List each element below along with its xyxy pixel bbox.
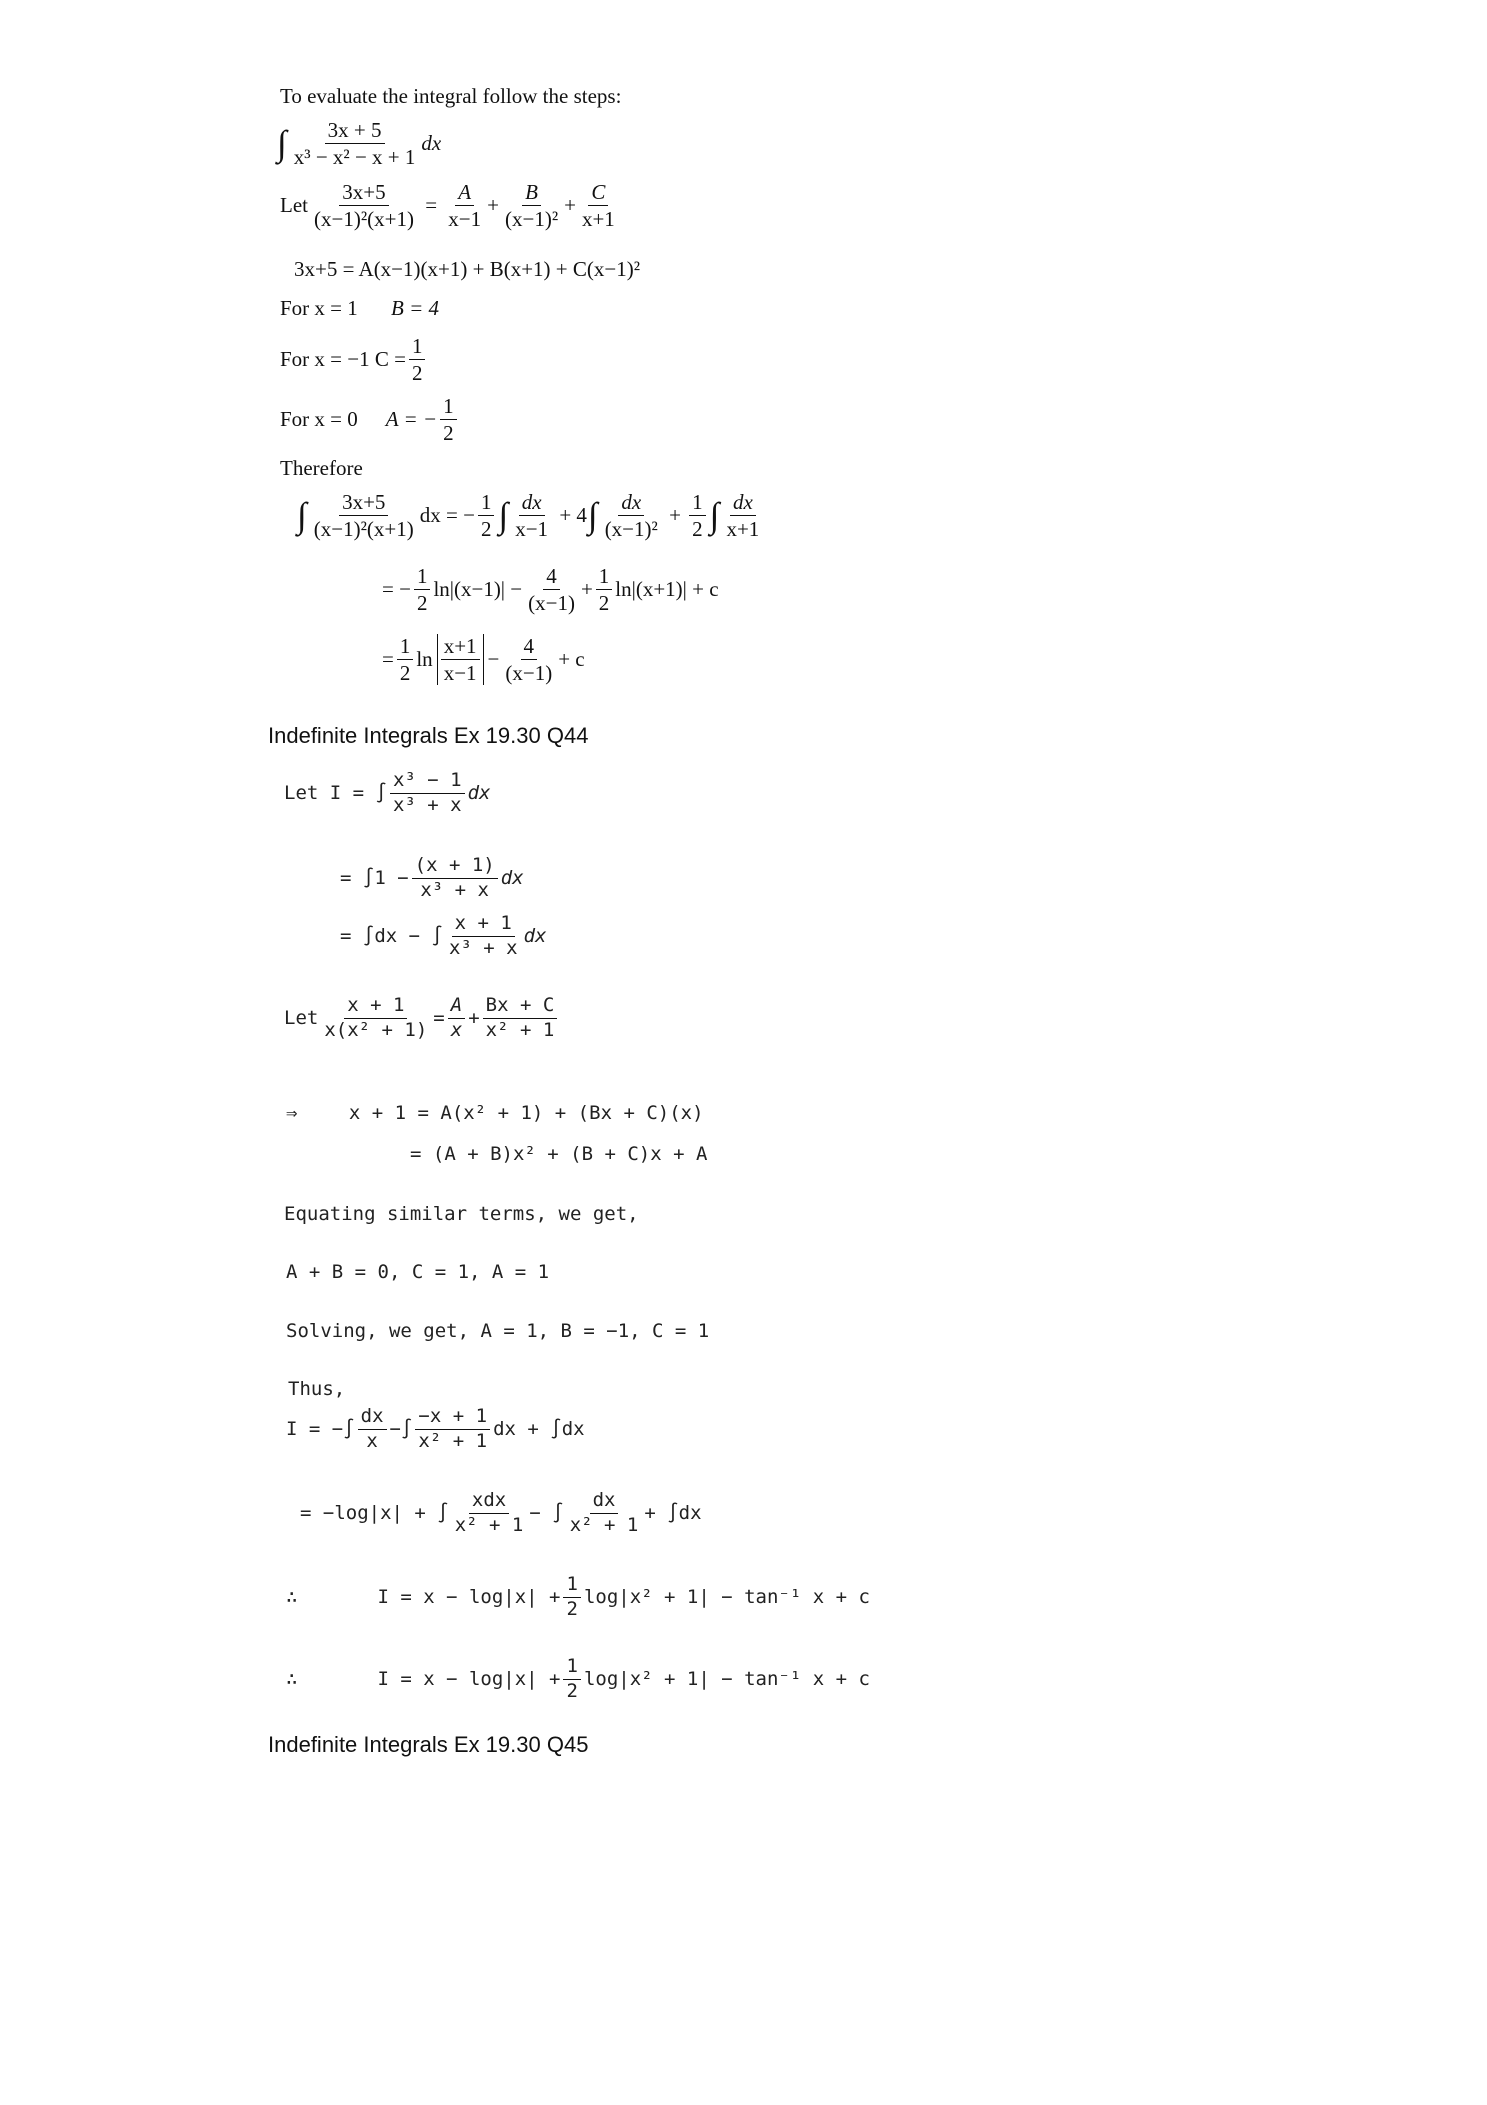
q44-eq1: ⇒ x + 1 = A(x² + 1) + (Bx + C)(x)	[286, 1102, 704, 1124]
integral-sign: ∫	[277, 122, 287, 163]
therefore-symbol: ∴	[286, 1586, 298, 1609]
q44-equating: Equating similar terms, we get,	[284, 1203, 639, 1225]
for-x-minus1-line: For x = −1 C = $\frac{1}{2}$	[280, 334, 428, 385]
intro-text	[280, 84, 621, 109]
pf-term-c: $\frac{C}{x+1}$	[581, 180, 615, 232]
c-value-fraction: $\frac{1}{2}$	[409, 334, 426, 385]
implies-symbol: ⇒	[286, 1102, 298, 1124]
integrand-numerator: 3x + 5	[325, 118, 385, 144]
for-x-1-line: For x = 1 B = 4	[280, 296, 440, 320]
q44-step2: = ∫dx − ∫ $\frac{x + 1}{\text{x³ + x}}$ dx	[340, 912, 547, 959]
therefore-label: Therefore	[280, 456, 363, 480]
for-x-0-line: For x = 0 A = − $\frac{1}{2}$	[280, 394, 460, 445]
partial-fraction-setup: Let $\frac{3x+5}{\text{(x−1)²(x+1)}}$ = $\frac{A}{x-1}$ + $\frac{B}{\text{(x−1)²}}$ + $\frac{C}{x+1}$	[280, 180, 621, 231]
therefore-symbol: ∴	[286, 1668, 298, 1691]
pf-term-b: $\frac{B}{\text{(x−1)²}}$	[504, 180, 559, 232]
q44-eqs: A + B = 0, C = 1, A = 1	[286, 1261, 550, 1283]
section-heading-q45: Indefinite Integrals Ex 19.30 Q45	[268, 1732, 589, 1757]
q44-solving: Solving, we get, A = 1, B = −1, C = 1	[286, 1320, 710, 1342]
identity-line: 3x+5 = A(x−1)(x+1) + B(x+1) + C(x−1)²	[294, 257, 641, 281]
q44-result-2: ∴ I = x − log|x| + $\frac{1}{2}$ log|x² + 1| − tan⁻¹ x + c	[286, 1655, 870, 1702]
q44-result-1: ∴ I = x − log|x| + $\frac{1}{2}$ log|x² + 1| − tan⁻¹ x + c	[286, 1573, 870, 1620]
intro-line: To evaluate the integral follow the steps:	[280, 84, 622, 108]
let-label: Let	[280, 193, 308, 218]
integrand-denominator: x³ − x² − x + 1	[293, 145, 416, 170]
integral-step3: = $\frac{1}{2}$ ln $\frac{x+1}{x-1}$ − $\frac{4}{(x-1)}$ + c	[382, 634, 585, 686]
q44-eq2: = (A + B)x² + (B + C)x + A	[410, 1143, 708, 1165]
integrand-fraction	[291, 118, 419, 169]
pf-term-a: $\frac{A}{x-1}$	[448, 180, 482, 232]
dx-label: dx	[421, 131, 442, 156]
section-heading-q44: Indefinite Integrals Ex 19.30 Q44	[268, 723, 589, 748]
integral-step2: = − $\frac{1}{2}$ ln|(x−1)| − $\frac{4}{(x-1)}$ + $\frac{1}{2}$ ln|(x+1)| + c	[382, 564, 719, 616]
q44-thus-step1: I = −∫ $\frac{dx}{x}$ −∫ $\frac{-x + 1}{\text{x² + 1}}$ dx + ∫dx	[286, 1405, 585, 1452]
q44-step1: = ∫1 − $\frac{(x + 1)}{\text{x³ + x}}$ dx	[340, 854, 524, 901]
q44-thus: Thus,	[288, 1378, 346, 1400]
pf-lhs: $\frac{3x+5}{\text{(x−1)²(x+1)}}$	[313, 180, 414, 232]
q44-thus-step2: = −log|x| + ∫ $\frac{\text{xdx}}{\text{x² + 1}}$ − ∫ $\frac{dx}{\text{x² + 1}}$ + ∫dx	[300, 1489, 702, 1536]
q44-partial-fraction: Let $\frac{x + 1}{\text{x(x² + 1)}}$ = $\frac{A}{x}$ + $\frac{Bx + C}{\text{x² + 1}}$	[284, 995, 560, 1042]
q44-let-integral: Let I = ∫ $\frac{\text{x³ − 1}}{\text{x³ + x}}$ dx	[284, 769, 491, 816]
a-value-fraction: $\frac{1}{2}$	[440, 394, 457, 445]
integral-statement	[276, 118, 441, 169]
integral-expansion: ∫ $\frac{3x+5}{\text{(x−1)²(x+1)}}$ dx = − $\frac{1}{2}$ ∫ $\frac{dx}{x-1}$ + 4 ∫ $\frac{dx}{\text{(x−1)²}}$ + $\frac{1}{2}$ ∫ $\frac{dx}{x+1}$	[297, 490, 760, 542]
